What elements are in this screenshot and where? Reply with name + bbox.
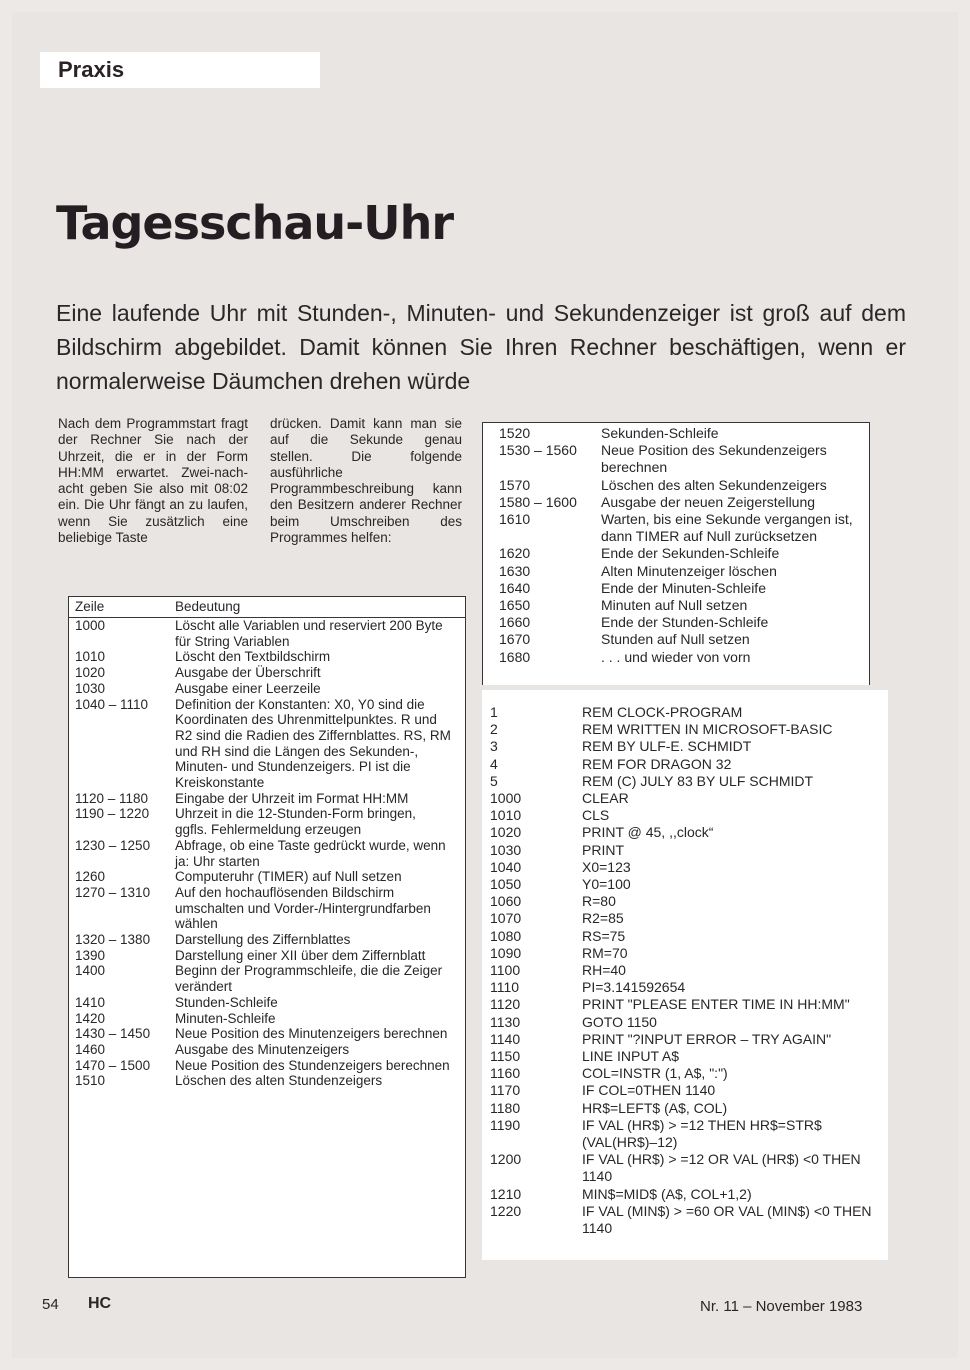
table-row bbox=[483, 614, 869, 631]
table-row bbox=[69, 1073, 465, 1089]
listing-line bbox=[482, 756, 888, 773]
listing-code: IF VAL (HR$) > =12 OR VAL (HR$) <0 THEN 1140 bbox=[582, 1151, 861, 1185]
line-meaning: Minuten auf Null setzen bbox=[601, 597, 748, 614]
line-description-table bbox=[68, 596, 466, 1278]
listing-line-number: 1110 bbox=[490, 979, 520, 996]
table-body bbox=[483, 425, 869, 666]
listing-line bbox=[482, 945, 888, 962]
listing-body bbox=[482, 704, 888, 1237]
line-number: 1230 – 1250 bbox=[75, 837, 151, 853]
line-meaning: Sekunden-Schleife bbox=[601, 425, 719, 441]
line-number: 1260 bbox=[75, 869, 106, 885]
table-header bbox=[69, 597, 465, 618]
table-body bbox=[69, 618, 465, 1089]
line-number: 1640 bbox=[499, 579, 531, 596]
listing-code: R2=85 bbox=[582, 910, 624, 927]
listing-line bbox=[482, 1014, 888, 1031]
listing-code: COL=INSTR (1, A$, ":") bbox=[582, 1065, 728, 1082]
listing-code: CLEAR bbox=[582, 790, 629, 807]
line-number: 1680 bbox=[499, 648, 531, 665]
table-row bbox=[69, 963, 465, 994]
listing-code: X0=123 bbox=[582, 858, 631, 875]
listing-line bbox=[482, 1048, 888, 1065]
listing-code: HR$=LEFT$ (A$, COL) bbox=[582, 1099, 728, 1116]
listing-line-number: 4 bbox=[490, 755, 498, 772]
listing-code: PRINT "PLEASE ENTER TIME IN HH:MM" bbox=[582, 996, 850, 1013]
table-row bbox=[483, 442, 869, 476]
line-number: 1470 – 1500 bbox=[75, 1057, 151, 1073]
line-number: 1610 bbox=[499, 511, 531, 528]
line-meaning: Darstellung des Ziffernblattes bbox=[175, 932, 351, 948]
listing-line bbox=[482, 704, 888, 721]
listing-line-number: 1080 bbox=[490, 927, 522, 944]
listing-code: REM BY ULF-E. SCHMIDT bbox=[582, 738, 752, 755]
line-meaning: Ende der Stunden-Schleife bbox=[601, 614, 769, 631]
listing-code: R=80 bbox=[582, 893, 616, 910]
listing-line bbox=[482, 962, 888, 979]
line-meaning: Ausgabe des Minutenzeigers bbox=[175, 1041, 350, 1057]
page-number: 54 bbox=[42, 1296, 59, 1313]
line-number: 1620 bbox=[499, 545, 531, 562]
listing-line bbox=[482, 910, 888, 927]
article-lead: Eine laufende Uhr mit Stunden-, Minuten- und Sekundenzeiger ist groß auf dem Bildschirm abgebildet. Damit können Sie Ihren Rechner beschäftigen, wenn er normalerweise Däumchen drehen würde bbox=[56, 300, 906, 394]
line-number: 1190 – 1220 bbox=[75, 806, 150, 822]
listing-line bbox=[482, 842, 888, 859]
header-line: Zeile bbox=[75, 599, 105, 614]
listing-code: CLS bbox=[582, 807, 610, 824]
table-row bbox=[69, 649, 465, 665]
line-meaning: Stunden-Schleife bbox=[175, 994, 278, 1010]
line-meaning: Löschen des alten Stundenzeigers bbox=[175, 1073, 383, 1089]
line-number: 1010 bbox=[75, 649, 106, 665]
listing-line bbox=[482, 1065, 888, 1082]
listing-line-number: 1040 bbox=[490, 858, 522, 875]
listing-code: REM WRITTEN IN MICROSOFT-BASIC bbox=[582, 721, 833, 738]
listing-code: PRINT bbox=[582, 841, 624, 858]
listing-code: GOTO 1150 bbox=[582, 1013, 657, 1030]
listing-line bbox=[482, 859, 888, 876]
listing-line-number: 1120 bbox=[490, 996, 521, 1013]
table-row bbox=[69, 681, 465, 697]
table-row bbox=[69, 932, 465, 948]
listing-line-number: 1220 bbox=[490, 1202, 522, 1219]
line-number: 1660 bbox=[499, 614, 531, 631]
line-meaning: Darstellung einer XII über dem Ziffernblatt bbox=[175, 947, 426, 963]
table-row bbox=[69, 1042, 465, 1058]
listing-code: Y0=100 bbox=[582, 876, 631, 893]
line-meaning: Uhrzeit in die 12-Stunden-Form bringen, ggfls. Fehlermeldung erzeugen bbox=[175, 806, 416, 838]
line-meaning: Definition der Konstanten: X0, Y0 sind die Koordinaten des Uhrenmittelpunktes. R und R2 sind die Radien des Ziffernblattes. RS, RM und RH sind die Längen des Sekunden-, Minuten- und Stundenzeigers. PI ist die Kreiskonstante bbox=[175, 696, 451, 791]
table-row bbox=[69, 806, 465, 837]
listing-line-number: 1 bbox=[490, 704, 498, 720]
line-number: 1020 bbox=[75, 665, 106, 681]
line-meaning: Warten, bis eine Sekunde vergangen ist, dann TIMER auf Null zurücksetzen bbox=[601, 511, 853, 545]
line-number: 1420 bbox=[75, 1010, 106, 1026]
listing-code: LINE INPUT A$ bbox=[582, 1048, 680, 1065]
table-row bbox=[69, 1011, 465, 1027]
listing-line-number: 1180 bbox=[490, 1099, 521, 1116]
line-number: 1580 – 1600 bbox=[499, 493, 577, 510]
line-meaning: Minuten-Schleife bbox=[175, 1010, 276, 1026]
listing-line-number: 1140 bbox=[490, 1030, 521, 1047]
listing-line-number: 1130 bbox=[490, 1013, 521, 1030]
table-row bbox=[483, 477, 869, 494]
line-number: 1390 bbox=[75, 947, 106, 963]
listing-code: RS=75 bbox=[582, 927, 626, 944]
line-meaning: Löscht den Textbildschirm bbox=[175, 649, 331, 665]
line-meaning: Alten Minutenzeiger löschen bbox=[601, 562, 777, 579]
listing-line bbox=[482, 876, 888, 893]
header-meaning: Bedeutung bbox=[175, 599, 241, 614]
line-number: 1570 bbox=[499, 476, 531, 493]
listing-code: RH=40 bbox=[582, 962, 626, 979]
listing-line-number: 1020 bbox=[490, 824, 522, 841]
listing-line bbox=[482, 1031, 888, 1048]
listing-line-number: 1150 bbox=[490, 1048, 521, 1065]
listing-line bbox=[482, 1100, 888, 1117]
table-row bbox=[69, 995, 465, 1011]
line-meaning: Neue Position des Sekundenzeigers berechnen bbox=[601, 442, 827, 476]
listing-code: MIN$=MID$ (A$, COL+1,2) bbox=[582, 1185, 752, 1202]
listing-code: REM FOR DRAGON 32 bbox=[582, 755, 732, 772]
line-number: 1650 bbox=[499, 597, 531, 614]
line-meaning: Computeruhr (TIMER) auf Null setzen bbox=[175, 869, 402, 885]
listing-code: REM (C) JULY 83 BY ULF SCHMIDT bbox=[582, 772, 814, 789]
line-number: 1430 – 1450 bbox=[75, 1026, 151, 1042]
listing-line-number: 1000 bbox=[490, 790, 522, 807]
line-meaning: . . . und wieder von vorn bbox=[601, 648, 751, 665]
listing-code: IF VAL (HR$) > =12 THEN HR$=STR$ (VAL(HR$)–12) bbox=[582, 1116, 822, 1151]
table-row bbox=[69, 838, 465, 869]
listing-line bbox=[482, 1117, 888, 1151]
line-meaning: Auf den hochauflösenden Bildschirm umschalten und Vorder-/Hintergrundfarben wählen bbox=[175, 884, 431, 932]
line-number: 1400 bbox=[75, 963, 106, 979]
listing-line-number: 1030 bbox=[490, 841, 522, 858]
listing-line bbox=[482, 790, 888, 807]
line-number: 1270 – 1310 bbox=[75, 884, 151, 900]
line-meaning: Eingabe der Uhrzeit im Format HH:MM bbox=[175, 790, 409, 806]
section-label: Praxis bbox=[40, 52, 320, 88]
line-description-table-continued bbox=[482, 422, 870, 685]
listing-code: RM=70 bbox=[582, 944, 628, 961]
table-row bbox=[69, 665, 465, 681]
line-number: 1670 bbox=[499, 631, 531, 648]
listing-line-number: 3 bbox=[490, 738, 498, 755]
table-row bbox=[69, 885, 465, 932]
listing-line-number: 1010 bbox=[490, 807, 522, 824]
line-meaning: Ausgabe der Überschrift bbox=[175, 665, 321, 681]
line-meaning: Ende der Minuten-Schleife bbox=[601, 579, 766, 596]
line-meaning: Löschen des alten Sekundenzeigers bbox=[601, 476, 827, 493]
listing-line-number: 1100 bbox=[490, 962, 521, 979]
issue-info: Nr. 11 – November 1983 bbox=[700, 1298, 863, 1315]
line-number: 1120 – 1180 bbox=[75, 790, 149, 806]
table-row bbox=[483, 597, 869, 614]
table-row bbox=[483, 545, 869, 562]
line-meaning: Neue Position des Minutenzeigers berechnen bbox=[175, 1026, 448, 1042]
basic-listing bbox=[482, 690, 888, 1260]
listing-line bbox=[482, 893, 888, 910]
table-row bbox=[483, 425, 869, 442]
listing-line-number: 1170 bbox=[490, 1082, 521, 1099]
line-meaning: Ausgabe einer Leerzeile bbox=[175, 680, 321, 696]
line-number: 1410 bbox=[75, 994, 106, 1010]
line-number: 1320 – 1380 bbox=[75, 932, 151, 948]
listing-code: PI=3.141592654 bbox=[582, 979, 686, 996]
table-row bbox=[483, 563, 869, 580]
listing-line bbox=[482, 1082, 888, 1099]
listing-line bbox=[482, 1151, 888, 1185]
listing-line bbox=[482, 1186, 888, 1203]
table-row bbox=[483, 580, 869, 597]
table-row bbox=[69, 948, 465, 964]
table-row bbox=[69, 869, 465, 885]
listing-line bbox=[482, 996, 888, 1013]
listing-line-number: 1050 bbox=[490, 876, 522, 893]
table-row bbox=[69, 1058, 465, 1074]
listing-line bbox=[482, 928, 888, 945]
listing-line-number: 1070 bbox=[490, 910, 522, 927]
line-number: 1630 bbox=[499, 562, 531, 579]
listing-line bbox=[482, 807, 888, 824]
table-row bbox=[69, 791, 465, 807]
table-row bbox=[69, 1026, 465, 1042]
line-number: 1510 bbox=[75, 1073, 106, 1089]
line-meaning: Neue Position des Stundenzeigers berechnen bbox=[175, 1057, 450, 1073]
listing-line-number: 2 bbox=[490, 721, 498, 738]
line-number: 1000 bbox=[75, 618, 106, 633]
line-meaning: Stunden auf Null setzen bbox=[601, 631, 750, 648]
line-meaning: Abfrage, ob eine Taste gedrückt wurde, wenn ja: Uhr starten bbox=[175, 837, 446, 869]
listing-line-number: 5 bbox=[490, 772, 498, 789]
listing-line-number: 1200 bbox=[490, 1151, 522, 1168]
line-number: 1030 bbox=[75, 680, 106, 696]
listing-line-number: 1160 bbox=[490, 1065, 521, 1082]
line-number: 1530 – 1560 bbox=[499, 442, 577, 459]
table-row bbox=[483, 511, 869, 545]
listing-code: IF COL=0THEN 1140 bbox=[582, 1082, 716, 1099]
line-meaning: Löscht alle Variablen und reserviert 200 Byte für String Variablen bbox=[175, 618, 443, 649]
line-number: 1040 – 1110 bbox=[75, 696, 149, 712]
listing-line bbox=[482, 1203, 888, 1237]
line-number: 1520 bbox=[499, 425, 531, 441]
table-row bbox=[483, 631, 869, 648]
listing-code: PRINT "?INPUT ERROR – TRY AGAIN" bbox=[582, 1030, 832, 1047]
listing-line-number: 1090 bbox=[490, 944, 522, 961]
listing-code: PRINT @ 45, ,,clock“ bbox=[582, 824, 714, 841]
listing-line bbox=[482, 979, 888, 996]
intro-column-2: drücken. Damit kann man sie auf die Sekunde genau stellen. Die folgende ausführliche Programmbeschreibung kann den Besitzern anderer Rechner beim Umschreiben des Programmes helfen: bbox=[270, 416, 462, 546]
listing-line-number: 1060 bbox=[490, 893, 522, 910]
listing-line bbox=[482, 824, 888, 841]
table-row bbox=[483, 494, 869, 511]
magazine-logo: HC bbox=[88, 1295, 112, 1312]
line-meaning: Ende der Sekunden-Schleife bbox=[601, 545, 780, 562]
table-row bbox=[69, 697, 465, 791]
listing-line bbox=[482, 738, 888, 755]
intro-column-1: Nach dem Programmstart fragt der Rechner Sie nach der Uhrzeit, die er in der Form HH:MM erwartet. Zwei-nach-acht geben Sie also mit 08:02 ein. Die Uhr fängt an zu laufen, wenn Sie zusätzlich eine beliebige Taste bbox=[58, 416, 248, 546]
article-title: Tagesschau-Uhr bbox=[56, 196, 454, 250]
line-number: 1460 bbox=[75, 1041, 106, 1057]
line-meaning: Ausgabe der neuen Zeigerstellung bbox=[601, 493, 816, 510]
listing-line-number: 1190 bbox=[490, 1116, 521, 1133]
listing-line bbox=[482, 721, 888, 738]
listing-line-number: 1210 bbox=[490, 1185, 522, 1202]
listing-code: REM CLOCK-PROGRAM bbox=[582, 704, 743, 720]
table-row bbox=[69, 618, 465, 649]
table-row bbox=[483, 649, 869, 666]
listing-code: IF VAL (MIN$) > =60 OR VAL (MIN$) <0 THEN 1140 bbox=[582, 1202, 872, 1237]
line-meaning: Beginn der Programmschleife, die die Zeiger verändert bbox=[175, 963, 443, 995]
listing-line bbox=[482, 773, 888, 790]
